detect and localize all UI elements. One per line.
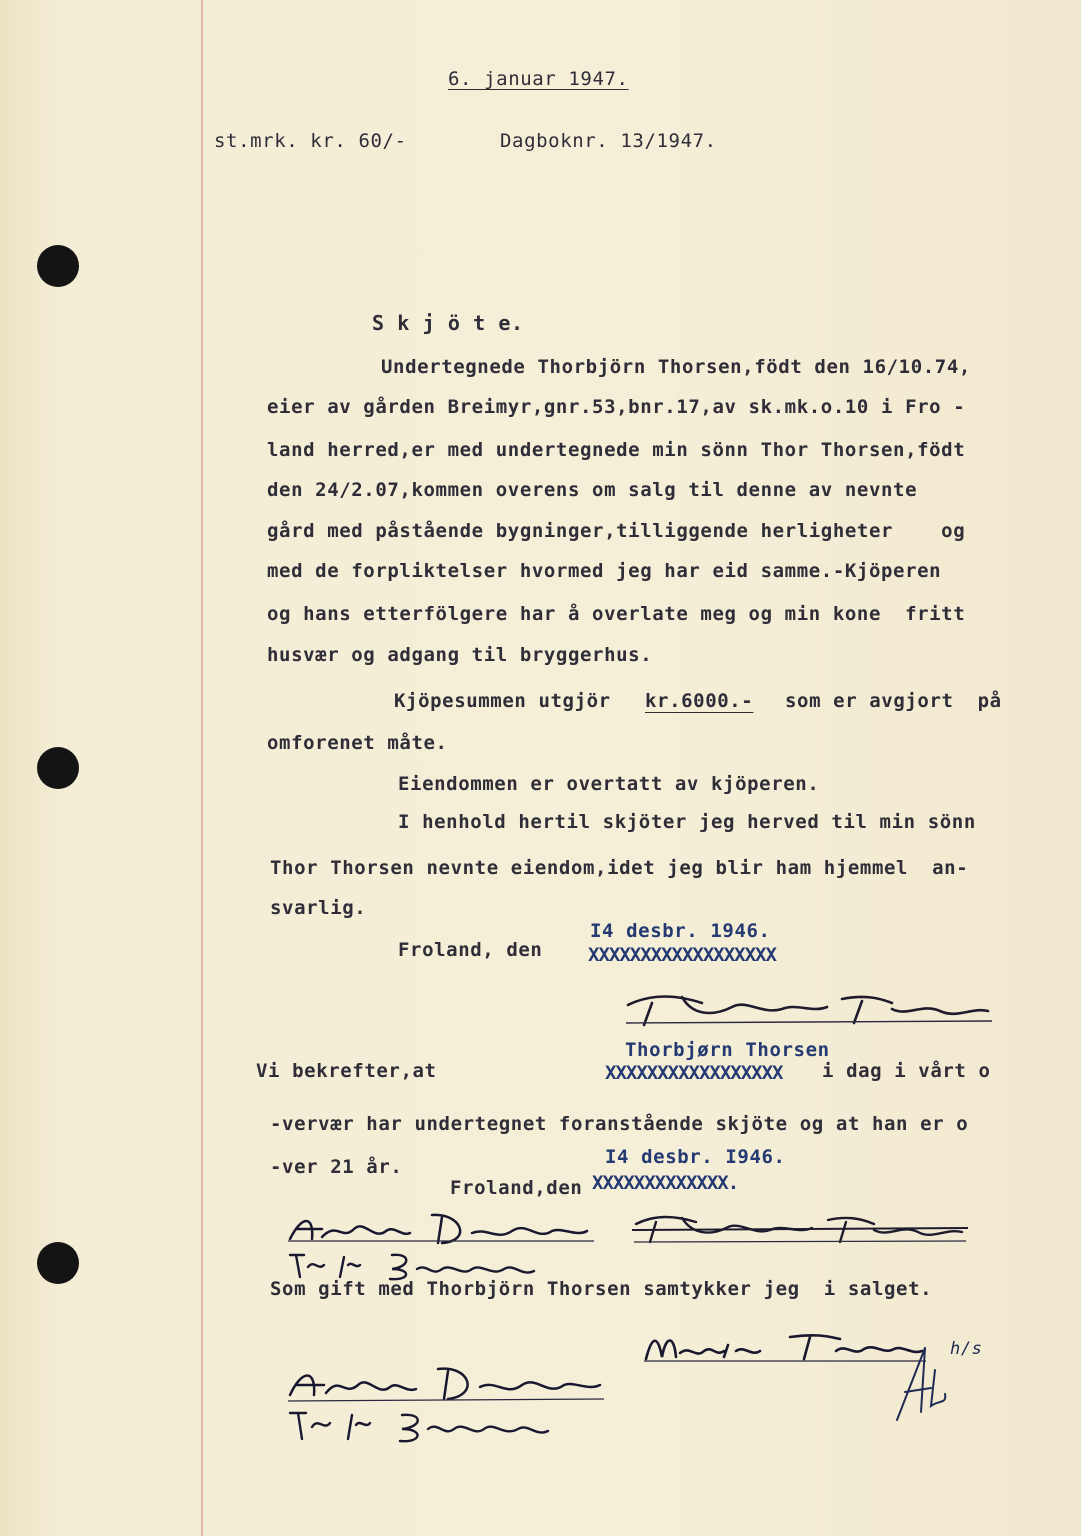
place-date-1: Froland, den	[398, 939, 543, 961]
stamp-fee: st.mrk. kr. 60/-	[214, 130, 407, 152]
punch-hole-top	[37, 245, 79, 287]
owner-signature	[622, 985, 997, 1030]
margin-line	[201, 0, 203, 1536]
inserted-date-2: I4 desbr. I946.	[605, 1146, 786, 1168]
takeover-line: Eiendommen er overtatt av kjöperen.	[398, 773, 820, 795]
place-date-2: Froland,den	[450, 1177, 583, 1199]
spouse-consent: Som gift med Thorbjörn Thorsen samtykker jeg i salget.	[270, 1278, 933, 1300]
witness2-signature	[282, 1355, 622, 1455]
body-line-7: og hans etterfölgere har å overlate meg og min kone fritt	[267, 603, 966, 625]
witness-signature	[282, 1207, 602, 1287]
confirm-line-2: -vervær har undertegnet foranstående skjöte og at han er o	[270, 1113, 969, 1135]
price-amount: kr.6000.-	[645, 690, 754, 712]
hereby-line-3: svarlig.	[270, 897, 367, 919]
document-title: S k j ö t e.	[372, 311, 524, 335]
price-suffix: som er avgjort på	[785, 690, 1002, 712]
body-line-2: eier av gården Breimyr,gnr.53,bnr.17,av sk.mk.o.10 i Fro -	[267, 396, 966, 418]
price-line-2: omforenet måte.	[267, 732, 448, 754]
spouse-note: h/s	[950, 1339, 983, 1359]
initials-mark	[885, 1340, 955, 1430]
confirm-struck: XXXXXXXXXXXXXXXXX	[605, 1062, 783, 1084]
confirm-prefix: Vi bekrefter,at	[256, 1060, 437, 1082]
inserted-date-1: I4 desbr. 1946.	[590, 920, 771, 942]
price-prefix: Kjöpesummen utgjör	[394, 690, 611, 712]
struck-date-1: XXXXXXXXXXXXXXXXXX	[588, 944, 776, 966]
body-line-6: med de forpliktelser hvormed jeg har eid samme.-Kjöperen	[267, 560, 942, 582]
struck-date-2: XXXXXXXXXXXXX.	[592, 1172, 739, 1194]
confirm-name-inserted: Thorbjørn Thorsen	[625, 1039, 830, 1061]
body-line-3: land herred,er med undertegnede min sönn Thor Thorsen,födt	[267, 439, 966, 461]
body-line-1: Undertegnede Thorbjörn Thorsen,födt den 16/10.74,	[381, 356, 971, 378]
struck-owner-signature	[630, 1208, 970, 1248]
body-line-5: gård med påstående bygninger,tilliggende herligheter og	[267, 520, 966, 542]
document-date: 6. januar 1947.	[448, 68, 629, 90]
journal-number: Dagboknr. 13/1947.	[500, 130, 717, 152]
body-line-4: den 24/2.07,kommen overens om salg til denne av nevnte	[267, 479, 918, 501]
punch-hole-middle	[37, 747, 79, 789]
body-line-8: husvær og adgang til bryggerhus.	[267, 644, 653, 666]
confirm-line-3: -ver 21 år.	[270, 1156, 403, 1178]
confirm-suffix: i dag i vårt o	[822, 1060, 991, 1082]
hereby-line-1: I henhold hertil skjöter jeg herved til min sönn	[398, 811, 976, 833]
hereby-line-2: Thor Thorsen nevnte eiendom,idet jeg blir ham hjemmel an-	[270, 857, 969, 879]
punch-hole-bottom	[37, 1242, 79, 1284]
